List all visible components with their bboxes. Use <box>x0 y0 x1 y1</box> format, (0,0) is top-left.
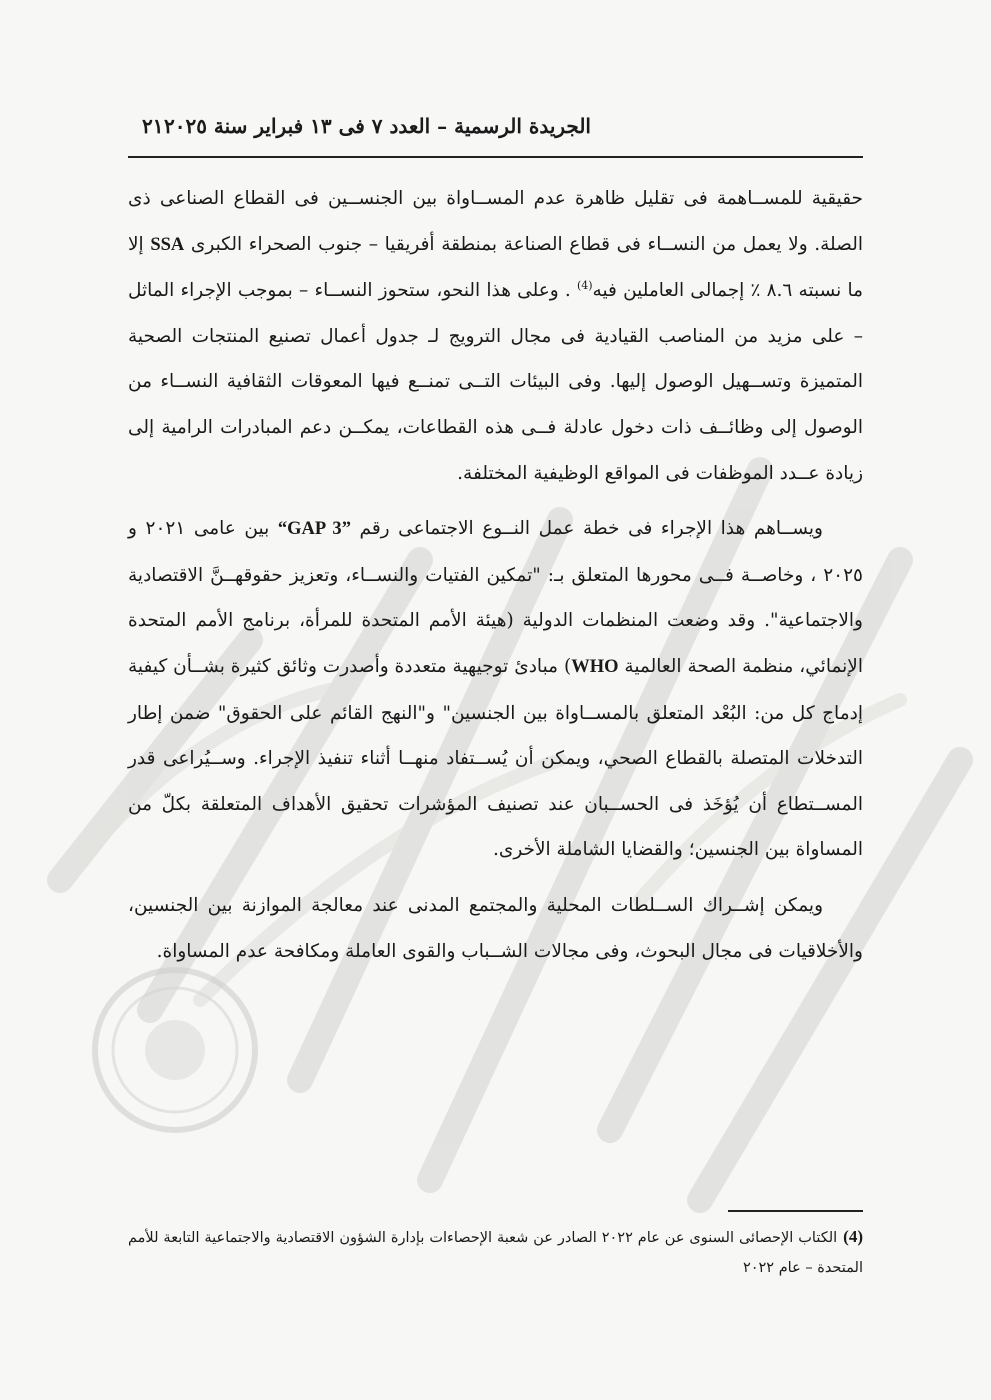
page-header <box>128 112 863 158</box>
seal-circle <box>95 970 255 1130</box>
abbreviation-ssa: SSA <box>150 234 185 255</box>
paragraph-1: حقيقية للمســاهمة فى تقليل ظاهرة عدم المســاواة بين الجنســين فى القطاع الصناعى ذى الصلة. ولا يعمل من النســاء فى قطاع الصناعة بمنطقة أفريقيا – جنوب الصحراء الكبرى SSA إلا ما نسبته ٨.٦ ٪ إجمالى العاملين فيه$^{(4)}$ . وعلى هذا النحو، ستحوز النســاء – بموجب الإجراء الماثل – على مزيد من المناصب القيادية فى مجال الترويج لـ جدول أعمال تصنيع المنتجات الصحية المتميزة وتســهيل الوصول إليها. وفى البيئات التــى تمنــع فيها المعوقات الثقافية النســاء من الوصول إلى وظائــف ذات دخول عادلة فــى هذه القطاعات، يمكــن دعم المبادرات الرامية إلى زيادة عــدد الموظفات فى المواقع الوظيفية المختلفة. <box>128 188 863 484</box>
abbreviation-who: WHO <box>571 656 619 677</box>
journal-title: الجريدة الرسمية – العدد ٧ فى ١٣ فبراير سنة ٢٠٢٥ <box>163 114 591 138</box>
footnote-divider <box>728 1210 863 1212</box>
footnote-marker: (4) <box>843 1227 863 1246</box>
paragraph-3: ويمكن إشــراك الســلطات المحلية والمجتمع المدنى عند معالجة الموازنة بين الجنسين، والأخلاقيات فى مجال البحوث، وفى مجالات الشــباب والقوى العاملة ومكافحة عدم المساواة. <box>128 894 863 962</box>
document-body <box>128 176 863 974</box>
abbreviation-gap3: ”GAP 3“ <box>277 519 351 540</box>
page-number: ٢١ <box>142 114 164 138</box>
footnote <box>128 1222 863 1283</box>
paragraph-2: ويســاهم هذا الإجراء فى خطة عمل النــوع الاجتماعى رقم ”GAP 3“ بين عامى ٢٠٢١ و ٢٠٢٥ ، وخاصــة فــى محورها المتعلق بـ: "تمكين الفتيات والنســاء، وتعزيز حقوقهــنَّ الاقتصادية والاجتماعية". وقد وضعت المنظمات الدولية (هيئة الأمم المتحدة للمرأة، برنامج الأمم المتحدة الإنمائي، منظمة الصحة العالمية WHO) مبادئ توجيهية متعددة وأصدرت وثائق كثيرة بشــأن كيفية إدماج كل من: البُعْد المتعلق بالمســاواة بين الجنسين" و"النهج القائم على الحقوق" ضمن إطار التدخلات المتصلة بالقطاع الصحي، ويمكن أن يُســتفاد منهــا أثناء تنفيذ الإجراء. وســيُراعى قدر المســتطاع أن يُؤخَذ فى الحســبان عند تصنيف المؤشرات تحقيق الأهداف المتعلقة بكلّ من المساواة بين الجنسين؛ والقضايا الشاملة الأخرى. <box>128 518 863 861</box>
footnote-text: الكتاب الإحصائى السنوى عن عام ٢٠٢٢ الصادر عن شعبة الإحصاءات بإدارة الشؤون الاقتصادية والاجتماعية التابعة للأمم المتحدة – عام ٢٠٢٢ <box>128 1230 863 1276</box>
footnote-reference: (4) <box>576 279 593 293</box>
